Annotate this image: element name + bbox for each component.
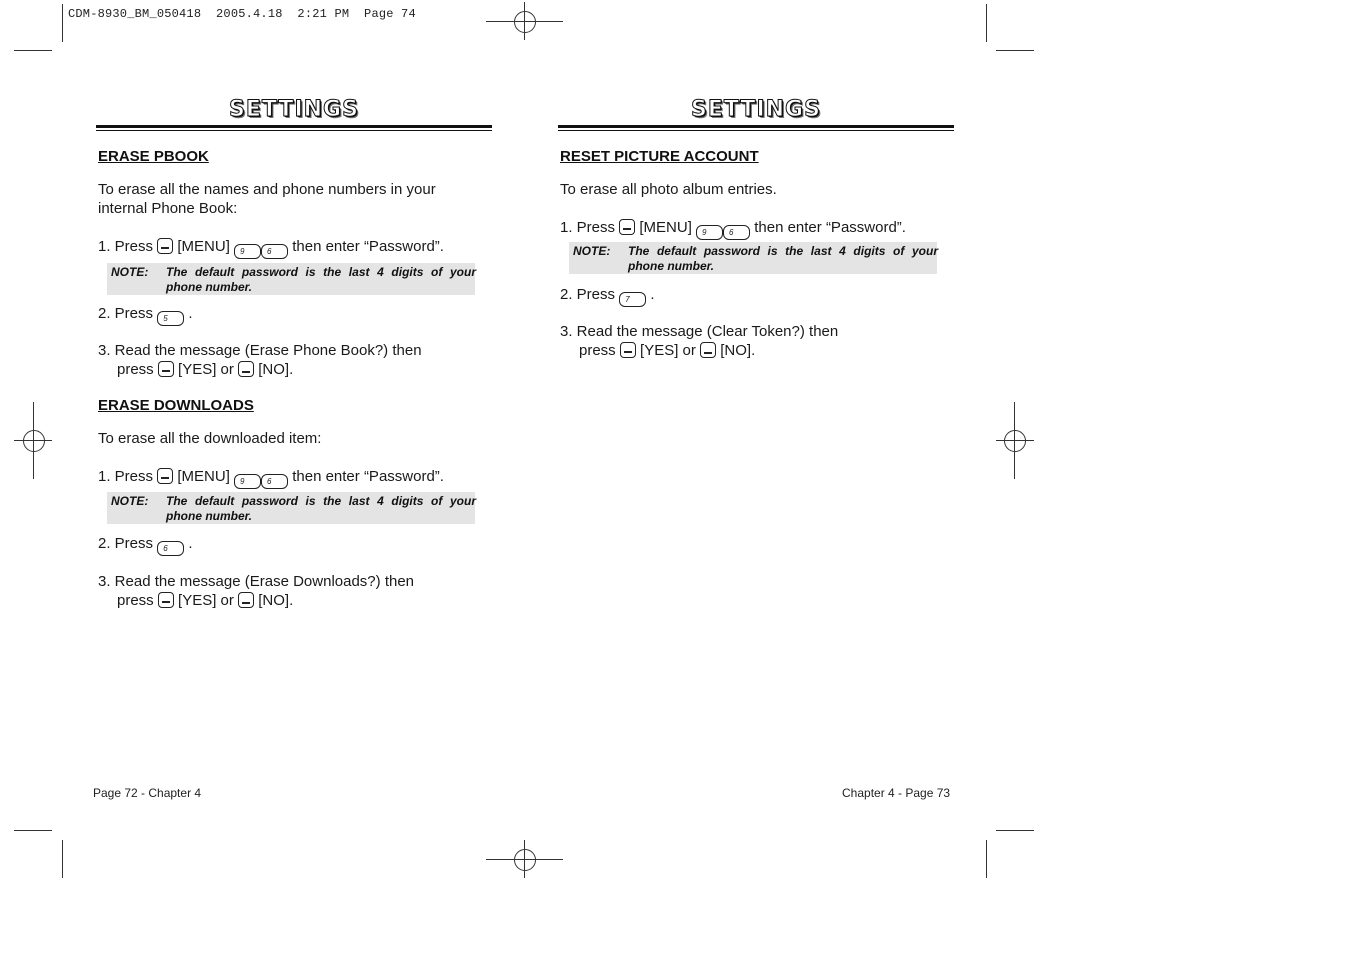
note-box: NOTE: The default password is the last 4 digits of your phone number.: [107, 263, 475, 295]
note-box: NOTE: The default password is the last 4 digits of your phone number.: [569, 242, 937, 274]
section-heading-reset-picture-account: RESET PICTURE ACCOUNT: [560, 148, 759, 165]
page-footer: Chapter 4 - Page 73: [842, 786, 951, 800]
key-6-icon: 6: [157, 541, 184, 556]
key-9-icon: 9: [234, 474, 261, 489]
right-soft-key-icon: [238, 361, 254, 377]
key-6-icon: 6: [723, 225, 750, 240]
title-rule-thin: [558, 130, 954, 131]
section-heading-erase-downloads: ERASE DOWNLOADS: [98, 397, 254, 414]
key-5-icon: 5: [157, 311, 184, 326]
note-box: NOTE: The default password is the last 4 digits of your phone number.: [107, 492, 475, 524]
title-rule: [558, 125, 954, 128]
step-3: 3. Read the message (Erase Downloads?) then press [YES] or [NO].: [98, 573, 415, 609]
title-rule: [96, 125, 492, 128]
key-9-icon: 9: [234, 244, 261, 259]
page-title: SETTINGS: [691, 97, 821, 122]
section-heading-erase-pbook: ERASE PBOOK: [98, 148, 209, 165]
key-6-icon: 6: [261, 244, 288, 259]
right-soft-key-icon: [238, 592, 254, 608]
step-2: 2. Press 6 .: [98, 534, 193, 556]
right-soft-key-icon: [700, 342, 716, 358]
page-title: SETTINGS: [229, 97, 359, 122]
step-1: 1. Press [MENU] 9 6 then enter “Password”.: [98, 237, 444, 259]
key-7-icon: 7: [619, 292, 646, 307]
page-footer: Page 72 - Chapter 4: [93, 786, 202, 800]
step-1: 1. Press [MENU] 9 6 then enter “Password”.: [560, 218, 906, 240]
left-soft-key-icon: [158, 361, 174, 377]
intro-text: To erase all the names and phone numbers in your internal Phone Book:: [98, 181, 436, 217]
step-2: 2. Press 7 .: [560, 285, 655, 307]
key-6-icon: 6: [261, 474, 288, 489]
print-header-info: CDM-8930_BM_050418 2005.4.18 2:21 PM Page 74: [68, 7, 416, 21]
step-2: 2. Press 5 .: [98, 304, 193, 326]
left-soft-key-icon: [620, 342, 636, 358]
left-soft-key-icon: [158, 592, 174, 608]
step-1: 1. Press [MENU] 9 6 then enter “Password”.: [98, 467, 444, 489]
step-3: 3. Read the message (Clear Token?) then press [YES] or [NO].: [560, 323, 839, 359]
intro-text: To erase all photo album entries.: [560, 181, 777, 198]
title-rule-thin: [96, 130, 492, 131]
left-soft-key-icon: [157, 468, 173, 484]
left-soft-key-icon: [619, 219, 635, 235]
intro-text: To erase all the downloaded item:: [98, 430, 322, 447]
key-9-icon: 9: [696, 225, 723, 240]
step-3: 3. Read the message (Erase Phone Book?) then press [YES] or [NO].: [98, 342, 422, 378]
left-soft-key-icon: [157, 238, 173, 254]
